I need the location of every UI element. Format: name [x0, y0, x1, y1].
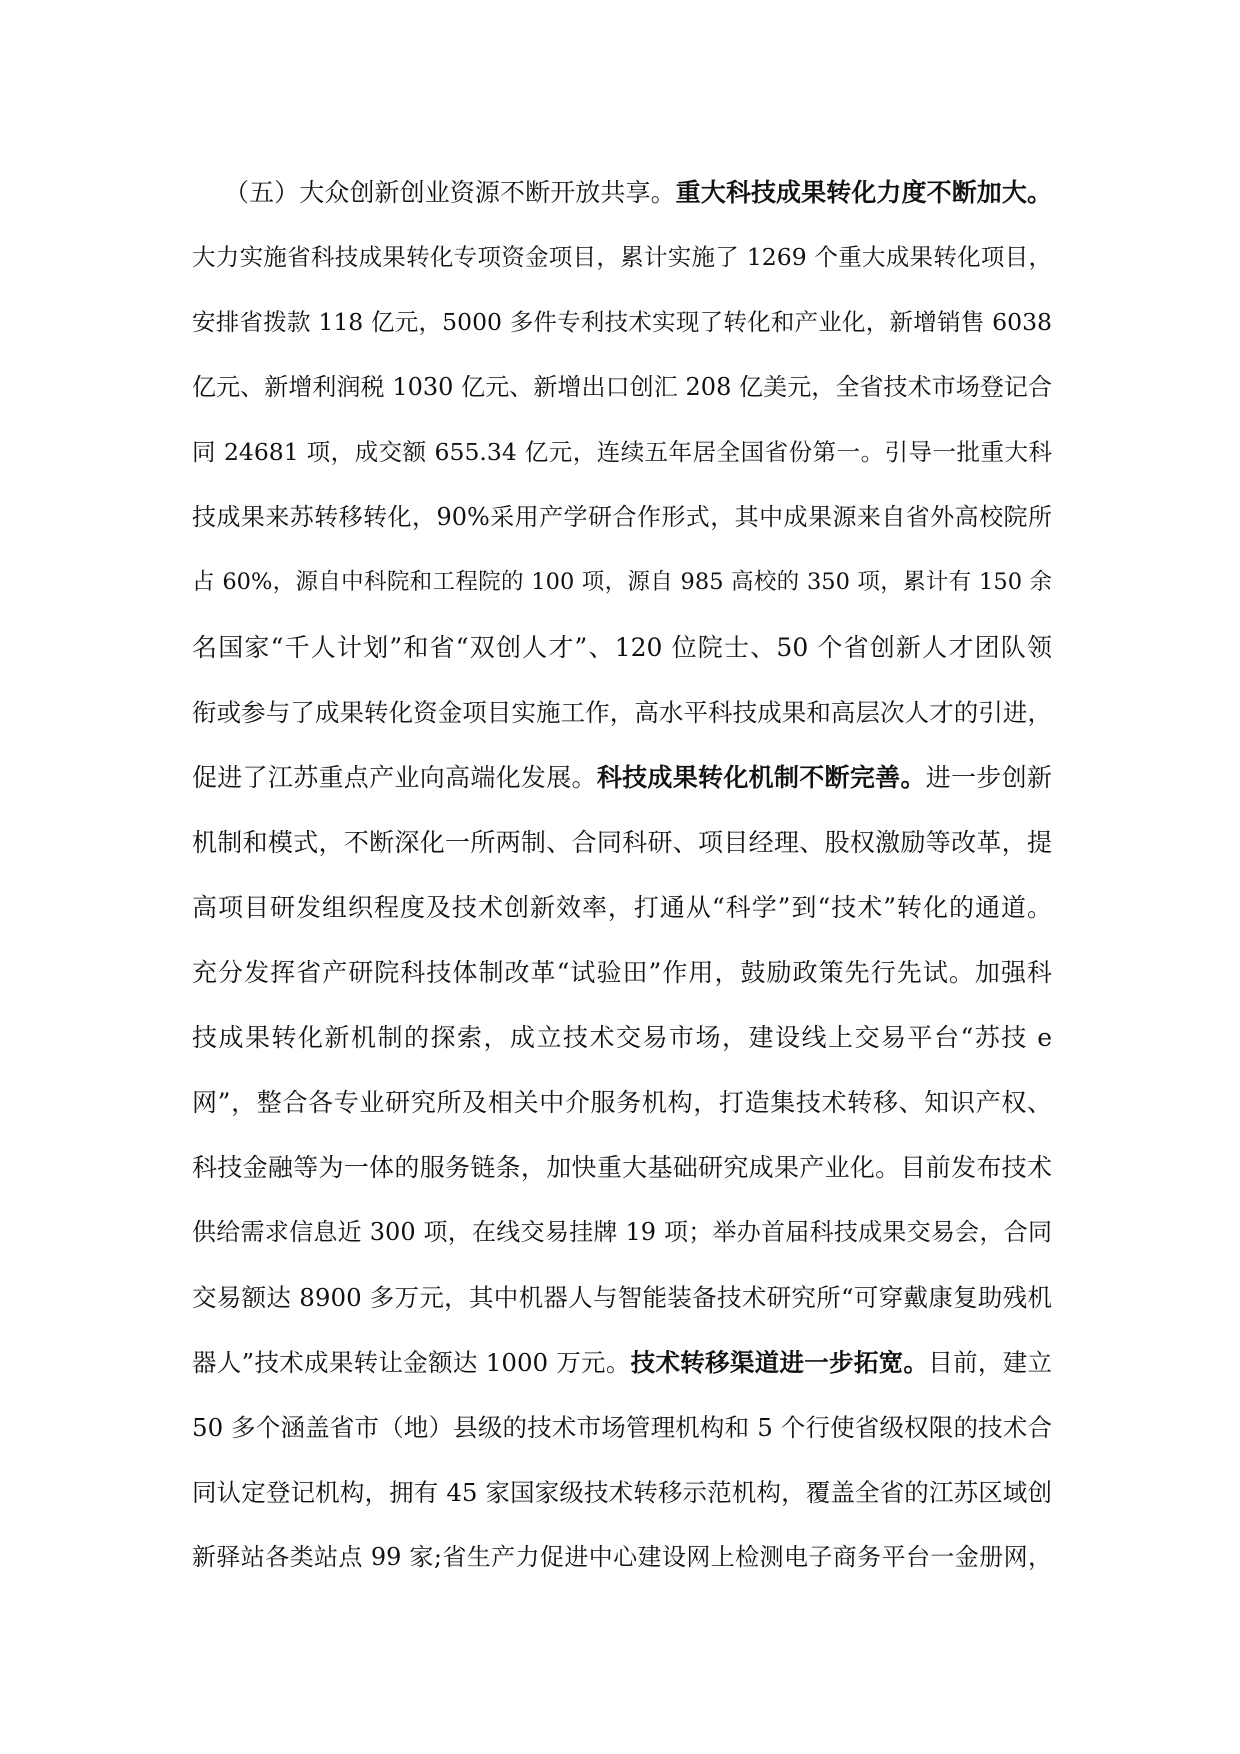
text-line	[192, 160, 1052, 225]
body-text-run: 目前，建立	[928, 1348, 1053, 1377]
text-line	[192, 680, 1052, 745]
text-line	[192, 1200, 1052, 1265]
body-text-run: 高项目研发组织程度及技术创新效率，打通从“科学”到“技术”转化的通道。	[192, 893, 1052, 922]
body-text-run: 50 多个涵盖省市（地）县级的技术市场管理机构和 5 个行使省级权限的技术合	[192, 1413, 1052, 1442]
body-text-run: 新驿站各类站点 99 家;省生产力促进中心建设网上检测电子商务平台一金册网，	[192, 1543, 1052, 1571]
text-line	[192, 1330, 1052, 1395]
text-line	[192, 1005, 1052, 1070]
body-text-run: 充分发挥省产研院科技体制改革“试验田”作用，鼓励政策先行先试。加强科	[192, 958, 1052, 987]
text-line	[192, 1070, 1052, 1135]
text-line	[192, 1265, 1052, 1330]
body-text-run: （五）大众创新创业资源不断开放共享。	[224, 178, 676, 207]
body-text	[192, 160, 1052, 1590]
body-text-run: 同认定登记机构，拥有 45 家国家级技术转移示范机构，覆盖全省的江苏区域创	[192, 1478, 1052, 1507]
text-line	[192, 225, 1052, 290]
body-text-run: 大力实施省科技成果转化专项资金项目，累计实施了 1269 个重大成果转化项目，	[192, 243, 1052, 271]
body-text-run: 亿元、新增利润税 1030 亿元、新增出口创汇 208 亿美元，全省技术市场登记合	[192, 373, 1052, 401]
body-text-run: 占 60%，源自中科院和工程院的 100 项，源自 985 高校的 350 项，累计有 150 余	[192, 569, 1052, 595]
body-text-run: 技成果来苏转移转化，90%采用产学研合作形式，其中成果源来自省外高校院所	[192, 503, 1052, 531]
bold-heading-text: 重大科技成果转化力度不断加大。	[675, 178, 1052, 207]
text-line	[192, 485, 1052, 550]
bold-heading-text: 科技成果转化机制不断完善。	[596, 763, 926, 792]
body-text-run: 网”，整合各专业研究所及相关中介服务机构，打造集技术转移、知识产权、	[192, 1088, 1052, 1117]
text-line	[192, 875, 1052, 940]
bold-heading-text: 技术转移渠道进一步拓宽。	[630, 1348, 929, 1377]
body-text-run: 促进了江苏重点产业向高端化发展。	[192, 763, 597, 792]
text-line	[192, 1135, 1052, 1200]
body-text-run: 进一步创新	[925, 763, 1052, 792]
body-text-run: 技成果转化新机制的探索，成立技术交易市场，建设线上交易平台“苏技 e	[192, 1023, 1052, 1052]
text-line	[192, 1525, 1052, 1590]
text-line	[192, 615, 1052, 680]
body-text-run: 科技金融等为一体的服务链条，加快重大基础研究成果产业化。目前发布技术	[192, 1153, 1052, 1182]
body-text-run: 衔或参与了成果转化资金项目实施工作，高水平科技成果和高层次人才的引进，	[192, 698, 1052, 727]
text-line	[192, 355, 1052, 420]
body-text-run: 安排省拨款 118 亿元，5000 多件专利技术实现了转化和产业化，新增销售 6038	[192, 308, 1052, 336]
text-line	[192, 1460, 1052, 1525]
body-text-run: 同 24681 项，成交额 655.34 亿元，连续五年居全国省份第一。引导一批重大科	[192, 438, 1052, 466]
text-line	[192, 1395, 1052, 1460]
text-line	[192, 420, 1052, 485]
text-line	[192, 745, 1052, 810]
text-line	[192, 940, 1052, 1005]
body-text-run: 机制和模式，不断深化一所两制、合同科研、项目经理、股权激励等改革，提	[192, 828, 1052, 857]
body-text-run: 供给需求信息近 300 项，在线交易挂牌 19 项；举办首届科技成果交易会，合同	[192, 1218, 1052, 1246]
text-line	[192, 550, 1052, 615]
text-line	[192, 290, 1052, 355]
body-text-run: 交易额达 8900 多万元，其中机器人与智能装备技术研究所“可穿戴康复助残机	[192, 1283, 1052, 1312]
text-line	[192, 810, 1052, 875]
body-text-run: 器人”技术成果转让金额达 1000 万元。	[192, 1348, 631, 1377]
body-text-run: 名国家“千人计划”和省“双创人才”、120 位院士、50 个省创新人才团队领	[192, 633, 1052, 662]
